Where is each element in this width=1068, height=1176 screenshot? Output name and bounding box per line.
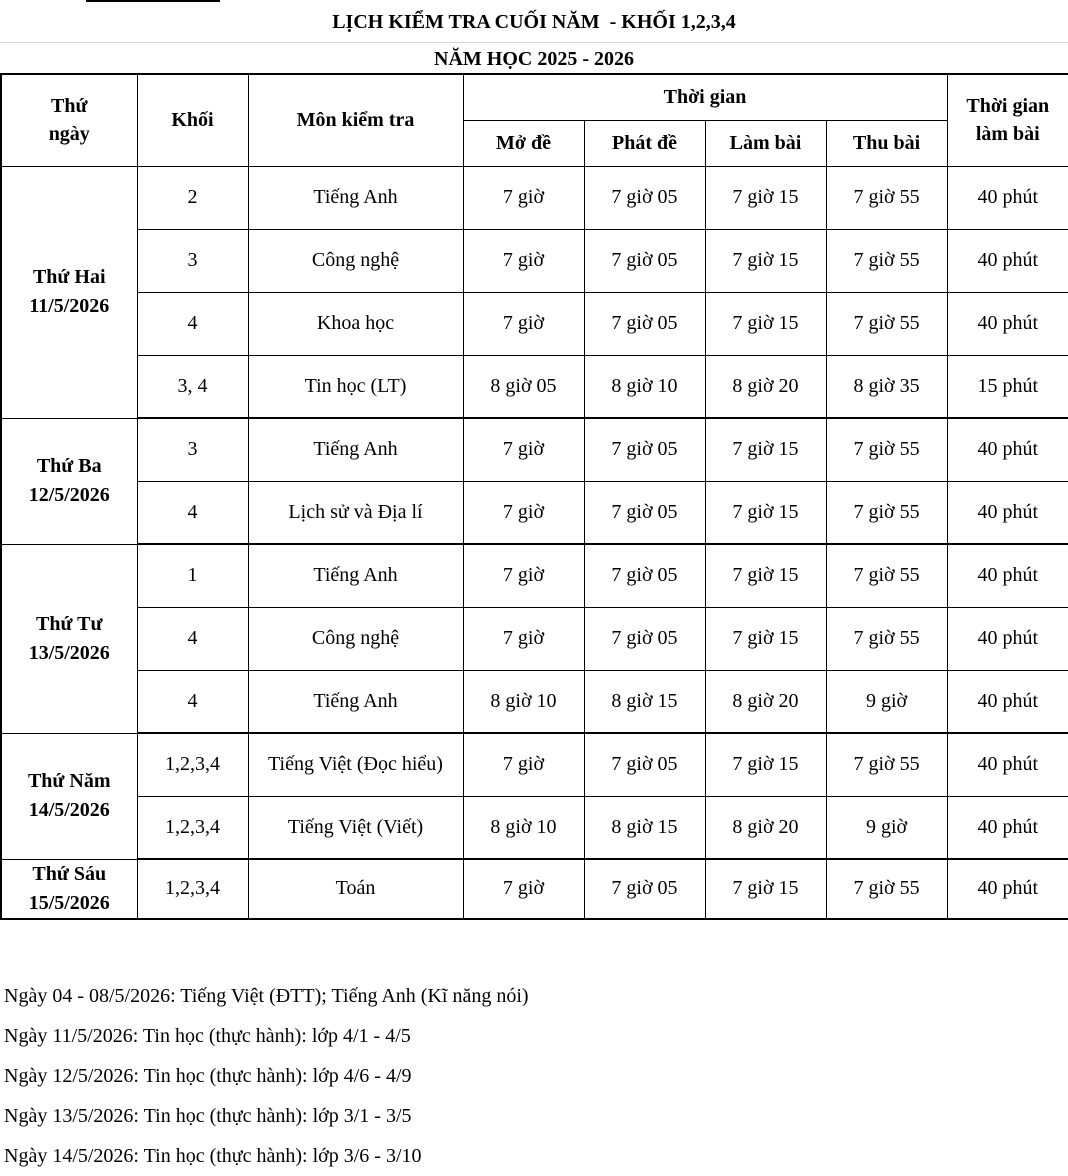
exam-schedule-table [0,73,1068,920]
cell-subject: Tiếng Anh [248,166,463,229]
cell-work: 7 giờ 15 [705,229,826,292]
cell-subject: Tiếng Anh [248,418,463,481]
cell-subject: Công nghệ [248,229,463,292]
day-cell [1,733,137,859]
cell-collect: 7 giờ 55 [826,607,947,670]
school-year-title: NĂM HỌC 2025 - 2026 [0,42,1068,75]
cell-open: 7 giờ [463,733,584,796]
cell-open: 8 giờ 10 [463,670,584,733]
cell-subject: Tiếng Việt (Đọc hiểu) [248,733,463,796]
cell-work: 7 giờ 15 [705,859,826,919]
note-line: Ngày 12/5/2026: Tin học (thực hành): lớp 4/6 - 4/9 [4,1065,412,1087]
cell-grade: 4 [137,670,248,733]
cell-work: 7 giờ 15 [705,544,826,607]
table-row [1,670,1068,733]
table-row [1,796,1068,859]
cell-work: 7 giờ 15 [705,607,826,670]
cell-work: 7 giờ 15 [705,418,826,481]
cell-distribute: 7 giờ 05 [584,166,705,229]
cell-work: 7 giờ 15 [705,166,826,229]
cell-distribute: 7 giờ 05 [584,733,705,796]
table-row [1,733,1068,796]
cell-work: 7 giờ 15 [705,292,826,355]
cell-collect: 7 giờ 55 [826,481,947,544]
cell-duration: 40 phút [947,859,1068,919]
day-date: 11/5/2026 [29,295,110,317]
cell-collect: 7 giờ 55 [826,292,947,355]
cell-work: 7 giờ 15 [705,733,826,796]
cell-grade: 4 [137,607,248,670]
cell-collect: 7 giờ 55 [826,544,947,607]
cell-collect: 9 giờ [826,796,947,859]
cell-distribute: 8 giờ 15 [584,796,705,859]
header-subject: Môn kiểm tra [248,74,463,166]
cell-distribute: 7 giờ 05 [584,544,705,607]
cell-work: 8 giờ 20 [705,670,826,733]
cell-open: 7 giờ [463,607,584,670]
cell-grade: 4 [137,292,248,355]
cell-duration: 40 phút [947,544,1068,607]
table-row [1,166,1068,229]
note-line: Ngày 04 - 08/5/2026: Tiếng Việt (ĐTT); Tiếng Anh (Kĩ năng nói) [4,985,529,1007]
cell-collect: 9 giờ [826,670,947,733]
header-distribute: Phát đề [584,120,705,166]
cell-open: 8 giờ 10 [463,796,584,859]
cell-distribute: 8 giờ 15 [584,670,705,733]
cell-distribute: 7 giờ 05 [584,418,705,481]
cell-grade: 3 [137,229,248,292]
header-day-line1: Thứ [51,95,88,118]
cell-distribute: 7 giờ 05 [584,607,705,670]
day-name: Thứ Ba [36,455,102,477]
cell-duration: 40 phút [947,418,1068,481]
cell-subject: Công nghệ [248,607,463,670]
cell-duration: 40 phút [947,481,1068,544]
day-name: Thứ Hai [32,266,106,288]
cell-grade: 1,2,3,4 [137,859,248,919]
note-line: Ngày 11/5/2026: Tin học (thực hành): lớp 4/1 - 4/5 [4,1025,411,1047]
day-cell [1,859,137,919]
table-row [1,544,1068,607]
cell-open: 7 giờ [463,418,584,481]
cell-duration: 15 phút [947,355,1068,418]
cell-distribute: 7 giờ 05 [584,859,705,919]
cell-collect: 7 giờ 55 [826,229,947,292]
cell-duration: 40 phút [947,670,1068,733]
table-row [1,229,1068,292]
notes-section [4,976,1064,1176]
cell-open: 8 giờ 05 [463,355,584,418]
cell-subject: Khoa học [248,292,463,355]
note-line: Ngày 14/5/2026: Tin học (thực hành): lớp 3/6 - 3/10 [4,1145,422,1167]
cell-subject: Toán [248,859,463,919]
cell-grade: 1 [137,544,248,607]
table-row [1,481,1068,544]
cell-subject: Tiếng Việt (Viết) [248,796,463,859]
cell-collect: 7 giờ 55 [826,418,947,481]
cell-duration: 40 phút [947,166,1068,229]
day-date: 14/5/2026 [28,799,110,821]
cell-duration: 40 phút [947,796,1068,859]
day-name: Thứ Năm [27,770,111,792]
day-cell [1,418,137,544]
day-cell [1,166,137,418]
table-row [1,292,1068,355]
cell-collect: 8 giờ 35 [826,355,947,418]
day-date: 13/5/2026 [28,641,110,664]
header-duration-line2: làm bài [975,123,1040,146]
table-row [1,859,1068,919]
cell-grade: 3, 4 [137,355,248,418]
schedule-body [1,166,1068,919]
cell-grade: 3 [137,418,248,481]
header-grade: Khối [137,74,248,166]
day-cell [1,544,137,733]
cell-subject: Tiếng Anh [248,670,463,733]
header-collect: Thu bài [826,120,947,166]
cell-open: 7 giờ [463,544,584,607]
header-duration-line1: Thời gian [966,95,1050,118]
header-day [1,74,137,166]
cell-open: 7 giờ [463,166,584,229]
cell-grade: 1,2,3,4 [137,733,248,796]
cell-duration: 40 phút [947,292,1068,355]
cell-collect: 7 giờ 55 [826,166,947,229]
cell-open: 7 giờ [463,481,584,544]
schedule-title: LỊCH KIỂM TRA CUỐI NĂM - KHỐI 1,2,3,4 [332,10,736,33]
cell-subject: Lịch sử và Địa lí [248,481,463,544]
header-day-line2: ngày [48,123,90,146]
day-name: Thứ Tư [36,612,103,635]
cell-collect: 7 giờ 55 [826,733,947,796]
cell-duration: 40 phút [947,229,1068,292]
cell-work: 7 giờ 15 [705,481,826,544]
cell-subject: Tiếng Anh [248,544,463,607]
cell-work: 8 giờ 20 [705,796,826,859]
cell-open: 7 giờ [463,292,584,355]
table-row [1,355,1068,418]
day-date: 12/5/2026 [28,484,110,506]
cell-collect: 7 giờ 55 [826,859,947,919]
cell-duration: 40 phút [947,607,1068,670]
cell-work: 8 giờ 20 [705,355,826,418]
cell-open: 7 giờ [463,859,584,919]
cell-distribute: 7 giờ 05 [584,292,705,355]
table-row [1,607,1068,670]
header-duration [947,74,1068,166]
cell-duration: 40 phút [947,733,1068,796]
header-work: Làm bài [705,120,826,166]
cell-distribute: 7 giờ 05 [584,229,705,292]
cell-grade: 1,2,3,4 [137,796,248,859]
header-time-group: Thời gian [463,74,947,120]
day-date: 15/5/2026 [28,891,110,914]
cell-distribute: 7 giờ 05 [584,481,705,544]
header-open: Mở đề [463,120,584,166]
cell-open: 7 giờ [463,229,584,292]
day-name: Thứ Sáu [32,862,107,885]
cell-distribute: 8 giờ 10 [584,355,705,418]
note-line: Ngày 13/5/2026: Tin học (thực hành): lớp 3/1 - 3/5 [4,1105,412,1127]
table-row [1,418,1068,481]
cell-subject: Tin học (LT) [248,355,463,418]
cell-grade: 2 [137,166,248,229]
cell-grade: 4 [137,481,248,544]
